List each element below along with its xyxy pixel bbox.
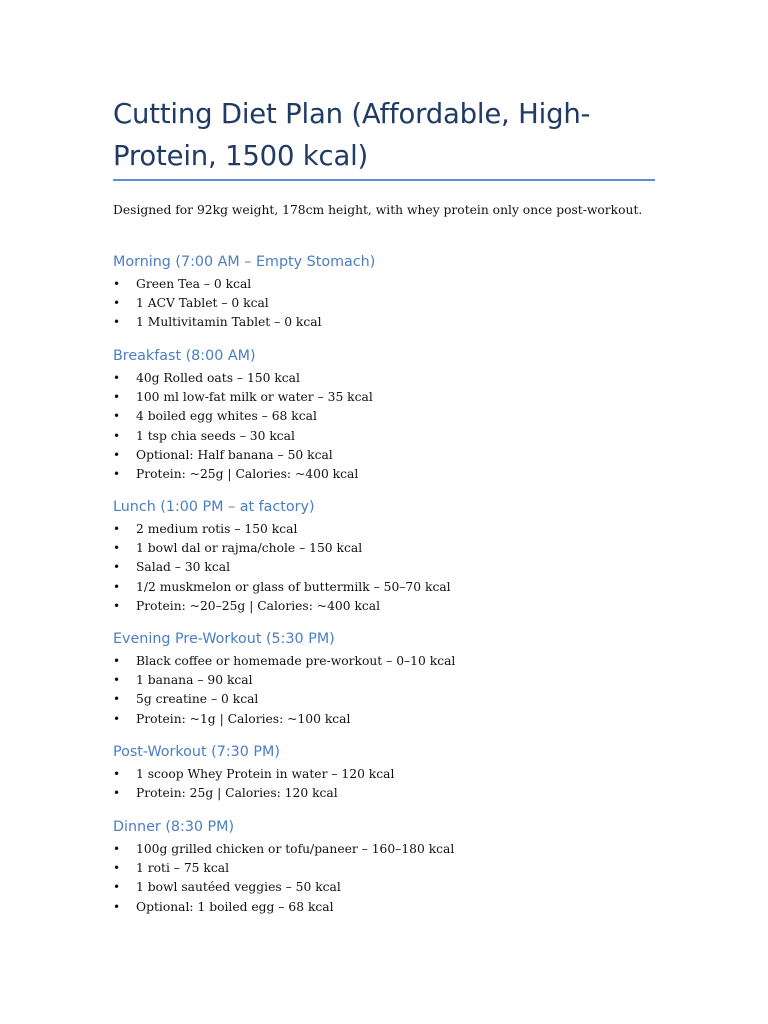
list-item <box>113 275 673 294</box>
list-item <box>113 558 673 577</box>
bullet-icon: • <box>113 371 121 385</box>
bullet-icon: • <box>113 861 121 876</box>
list-item-text: 5g creatine – 0 kcal <box>136 692 259 707</box>
bullet-icon: • <box>113 466 121 481</box>
list-item <box>113 465 673 484</box>
list-item <box>113 898 673 917</box>
list-item <box>113 859 673 878</box>
bullet-icon: • <box>113 560 121 575</box>
section-heading-morning: Morning (7:00 AM – Empty Stomach) <box>113 254 376 270</box>
section-heading-dinner: Dinner (8:30 PM) <box>113 819 235 835</box>
bullet-icon: • <box>113 541 121 556</box>
bullet-icon: • <box>113 296 121 311</box>
item-list-breakfast <box>113 369 673 484</box>
list-item <box>113 840 673 859</box>
list-item-text: Protein: ~1g | Calories: ~100 kcal <box>136 711 351 726</box>
list-item <box>113 539 673 558</box>
list-item-text: 1 scoop Whey Protein in water – 120 kcal <box>136 767 395 781</box>
bullet-icon: • <box>113 880 121 895</box>
list-item-text: 1/2 muskmelon or glass of buttermilk – 50–70 kcal <box>136 579 451 594</box>
item-list-lunch <box>113 520 673 616</box>
bullet-icon: • <box>113 522 121 536</box>
list-item-text: Black coffee or homemade pre-workout – 0–10 kcal <box>136 654 456 668</box>
list-item-text: 1 ACV Tablet – 0 kcal <box>136 296 269 311</box>
list-item <box>113 652 673 671</box>
bullet-icon: • <box>113 277 121 291</box>
list-item-text: 40g Rolled oats – 150 kcal <box>136 371 300 385</box>
bullet-icon: • <box>113 711 121 726</box>
bullet-icon: • <box>113 598 121 613</box>
list-item-text: Optional: 1 boiled egg – 68 kcal <box>136 899 334 914</box>
list-item-text: 1 banana – 90 kcal <box>136 673 253 688</box>
list-item-text: Salad – 30 kcal <box>136 560 231 575</box>
bullet-icon: • <box>113 447 121 462</box>
list-item-text: Protein: 25g | Calories: 120 kcal <box>136 786 338 801</box>
list-item <box>113 407 673 426</box>
bullet-icon: • <box>113 390 121 405</box>
list-item-text: Protein: ~25g | Calories: ~400 kcal <box>136 466 359 481</box>
section-breakfast <box>113 346 673 484</box>
list-item <box>113 878 673 897</box>
list-item <box>113 446 673 465</box>
section-heading-lunch: Lunch (1:00 PM – at factory) <box>113 499 315 515</box>
list-item <box>113 313 673 332</box>
list-item <box>113 597 673 616</box>
document-title: Cutting Diet Plan (Affordable, High-Protein, 1500 kcal) <box>113 98 591 172</box>
list-item-text: Optional: Half banana – 50 kcal <box>136 447 333 462</box>
bullet-icon: • <box>113 315 121 330</box>
list-item <box>113 520 673 539</box>
item-list-morning <box>113 275 673 333</box>
section-evening-pre-workout <box>113 629 673 729</box>
bullet-icon: • <box>113 692 121 707</box>
section-heading-breakfast: Breakfast (8:00 AM) <box>113 348 256 364</box>
list-item-text: 1 bowl sautéed veggies – 50 kcal <box>136 880 341 895</box>
bullet-icon: • <box>113 899 121 914</box>
section-morning <box>113 252 673 333</box>
title-underline <box>113 179 655 181</box>
list-item <box>113 294 673 313</box>
section-heading-evening-pre-workout: Evening Pre-Workout (5:30 PM) <box>113 631 335 647</box>
list-item-text: 4 boiled egg whites – 68 kcal <box>136 409 317 424</box>
item-list-dinner <box>113 840 673 917</box>
section-dinner <box>113 817 673 917</box>
bullet-icon: • <box>113 409 121 424</box>
section-heading-post-workout: Post-Workout (7:30 PM) <box>113 744 280 760</box>
bullet-icon: • <box>113 428 121 443</box>
intro-text: Designed for 92kg weight, 178cm height, with whey protein only once post-workout. <box>113 203 643 217</box>
list-item-text: 2 medium rotis – 150 kcal <box>136 522 298 536</box>
section-lunch <box>113 497 673 616</box>
list-item-text: 100 ml low-fat milk or water – 35 kcal <box>136 390 373 405</box>
list-item <box>113 427 673 446</box>
list-item-text: 1 bowl dal or rajma/chole – 150 kcal <box>136 541 363 556</box>
list-item <box>113 784 673 803</box>
bullet-icon: • <box>113 654 121 668</box>
section-post-workout <box>113 742 673 803</box>
list-item <box>113 671 673 690</box>
list-item-text: Green Tea – 0 kcal <box>136 277 252 291</box>
list-item-text: 1 roti – 75 kcal <box>136 861 230 876</box>
bullet-icon: • <box>113 786 121 801</box>
list-item <box>113 388 673 407</box>
bullet-icon: • <box>113 842 121 856</box>
list-item <box>113 369 673 388</box>
item-list-evening-pre-workout <box>113 652 673 729</box>
list-item-text: Protein: ~20–25g | Calories: ~400 kcal <box>136 598 381 613</box>
bullet-icon: • <box>113 767 121 781</box>
list-item <box>113 710 673 729</box>
bullet-icon: • <box>113 673 121 688</box>
bullet-icon: • <box>113 579 121 594</box>
list-item <box>113 690 673 709</box>
list-item-text: 1 tsp chia seeds – 30 kcal <box>136 428 295 443</box>
list-item-text: 100g grilled chicken or tofu/paneer – 160–180 kcal <box>136 842 455 856</box>
list-item <box>113 578 673 597</box>
list-item-text: 1 Multivitamin Tablet – 0 kcal <box>136 315 322 330</box>
list-item <box>113 765 673 784</box>
item-list-post-workout <box>113 765 673 803</box>
